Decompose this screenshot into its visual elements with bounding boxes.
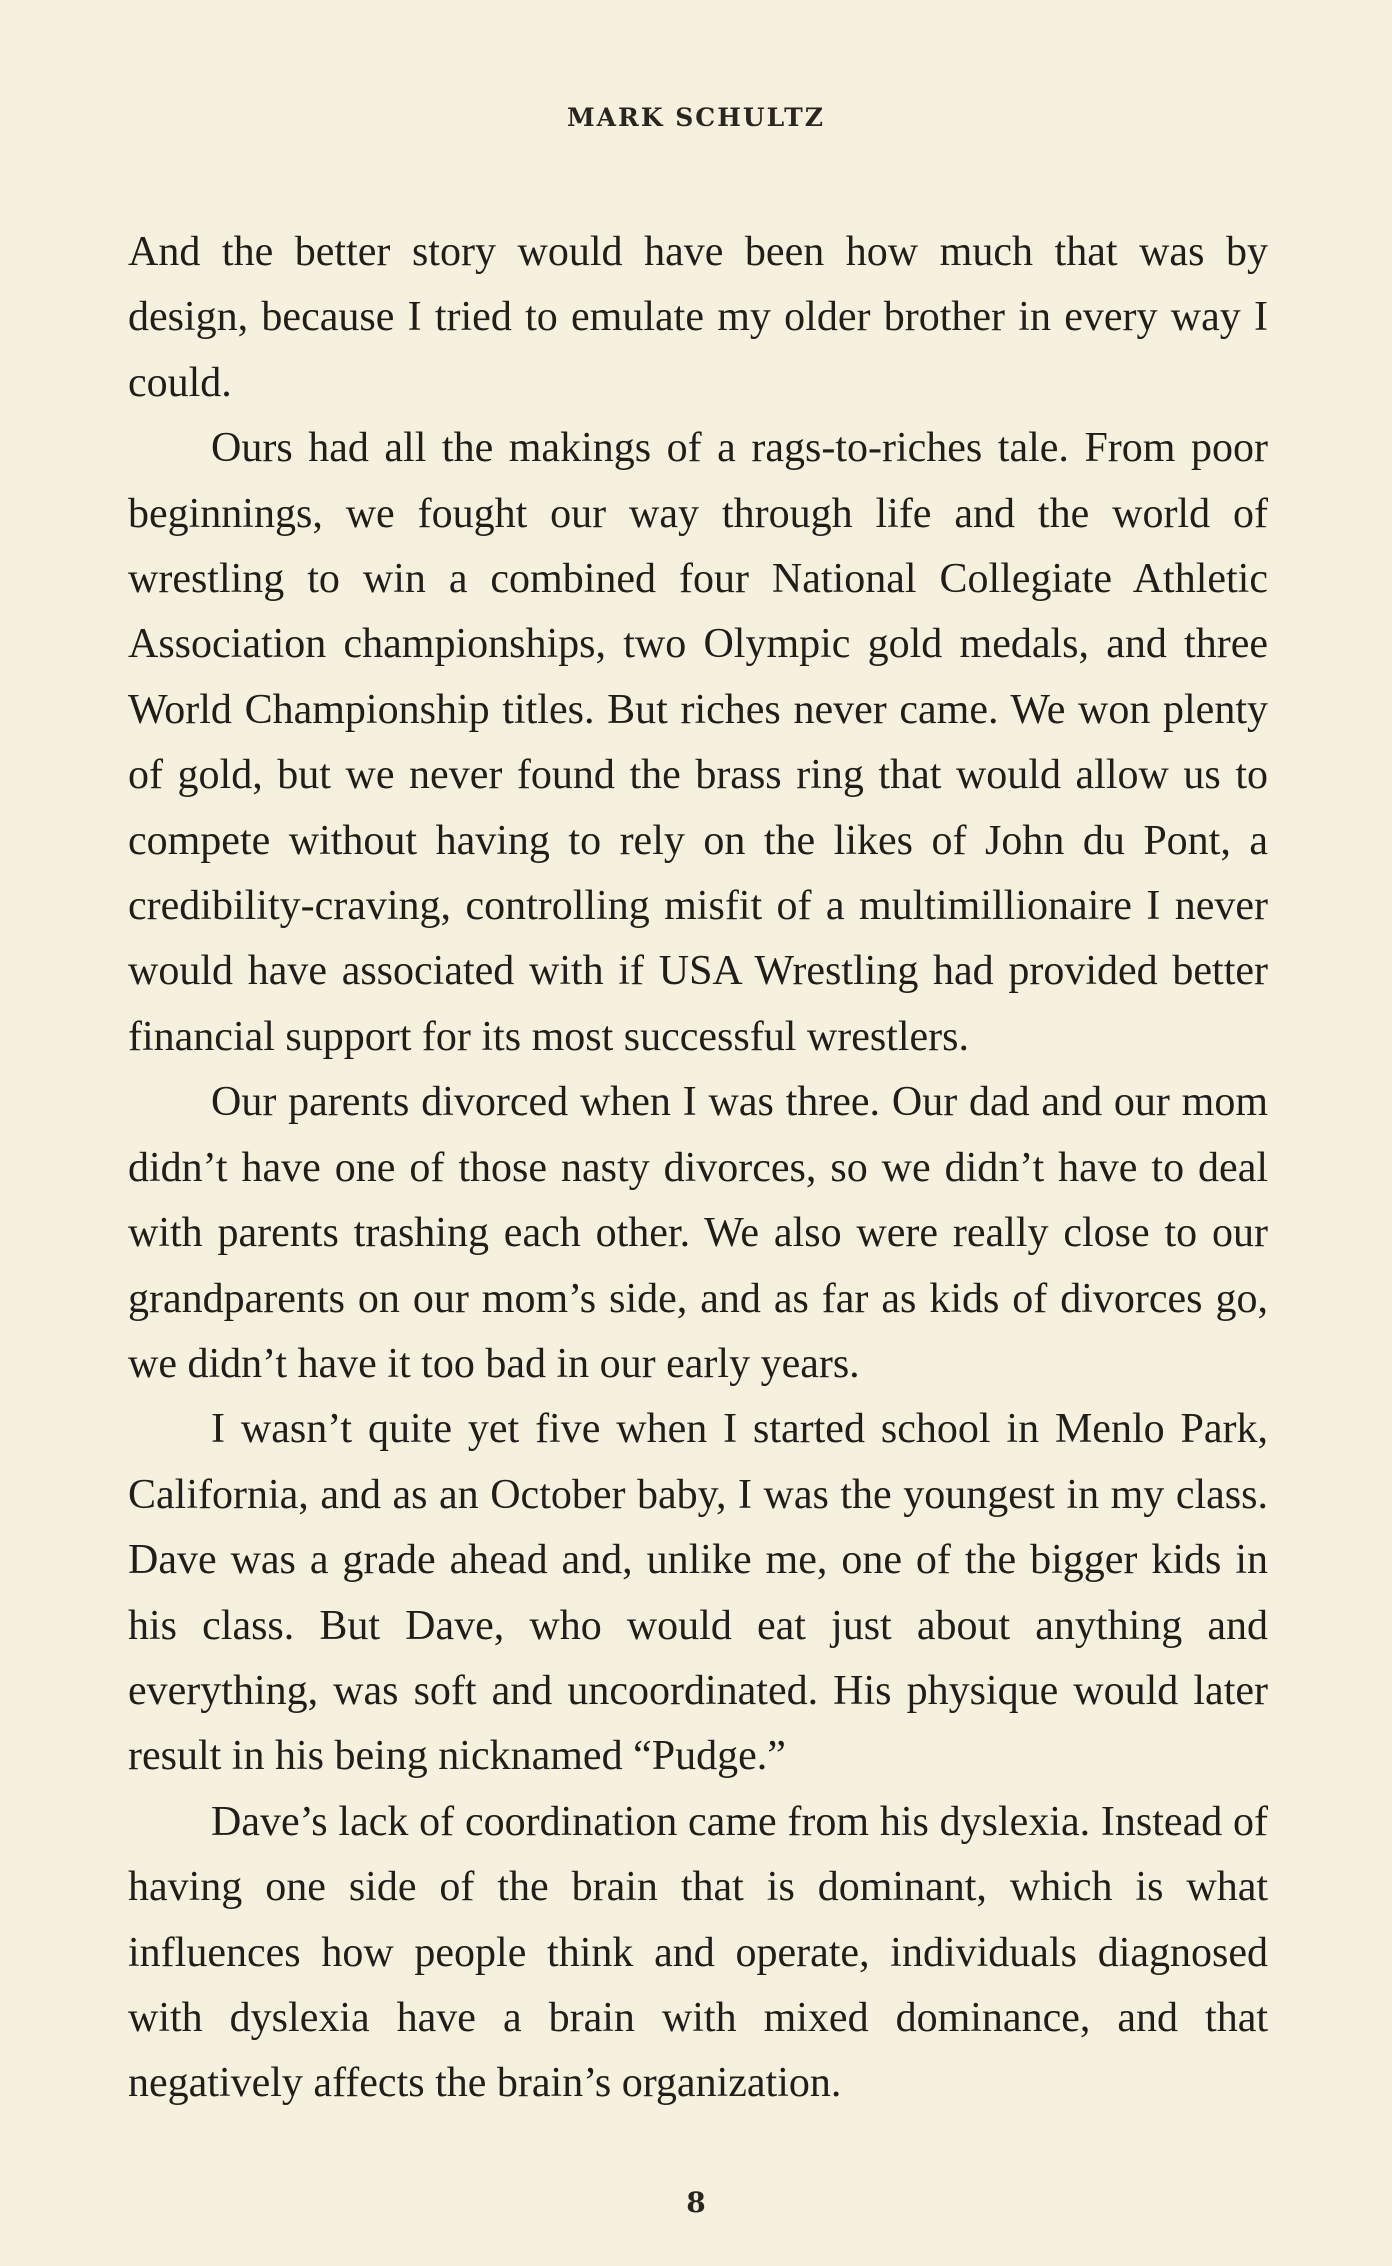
paragraph: And the better story would have been how much that was by design, because I tried to emulate my older brother in every way I could. — [128, 229, 1268, 406]
paragraph: Ours had all the makings of a rags-to-riches tale. From poor beginnings, we fought our way through life and the world of wrestling to win a combined four National Collegiate Athletic Association championships, two Olympic gold medals, and three World Championship titles. But riches never came. We won plenty of gold, but we never found the brass ring that would allow us to compete without having to rely on the likes of John du Pont, a credibility-craving, controlling misfit of a multimillionaire I never would have associated with if USA Wrestling had provided better financial support for its most successful wrestlers. — [128, 425, 1268, 1060]
paragraph: Our parents divorced when I was three. Our dad and our mom didn’t have one of those nasty divorces, so we didn’t have to deal with parents trashing each other. We also were really close to our grandparents on our mom’s side, and as far as kids of divorces go, we didn’t have it too bad in our early years. — [128, 1079, 1268, 1387]
paragraph: I wasn’t quite yet five when I started school in Menlo Park, California, and as an October baby, I was the youngest in my class. Dave was a grade ahead and, unlike me, one of the bigger kids in his class. But Dave, who would eat just about anything and everything, was soft and uncoordinated. His physique would later result in his being nicknamed “Pudge.” — [128, 1406, 1268, 1780]
page-number: 8 — [686, 2186, 706, 2219]
paragraph: Dave’s lack of coordination came from his dyslexia. Instead of having one side of the brain that is dominant, which is what influences how people think and operate, individuals diagnosed with dyslexia have a brain with mixed dominance, and that negatively affects the brain’s organization. — [128, 1798, 1268, 2107]
running-head: MARK SCHULTZ — [566, 103, 826, 132]
body-text — [128, 220, 1268, 2117]
